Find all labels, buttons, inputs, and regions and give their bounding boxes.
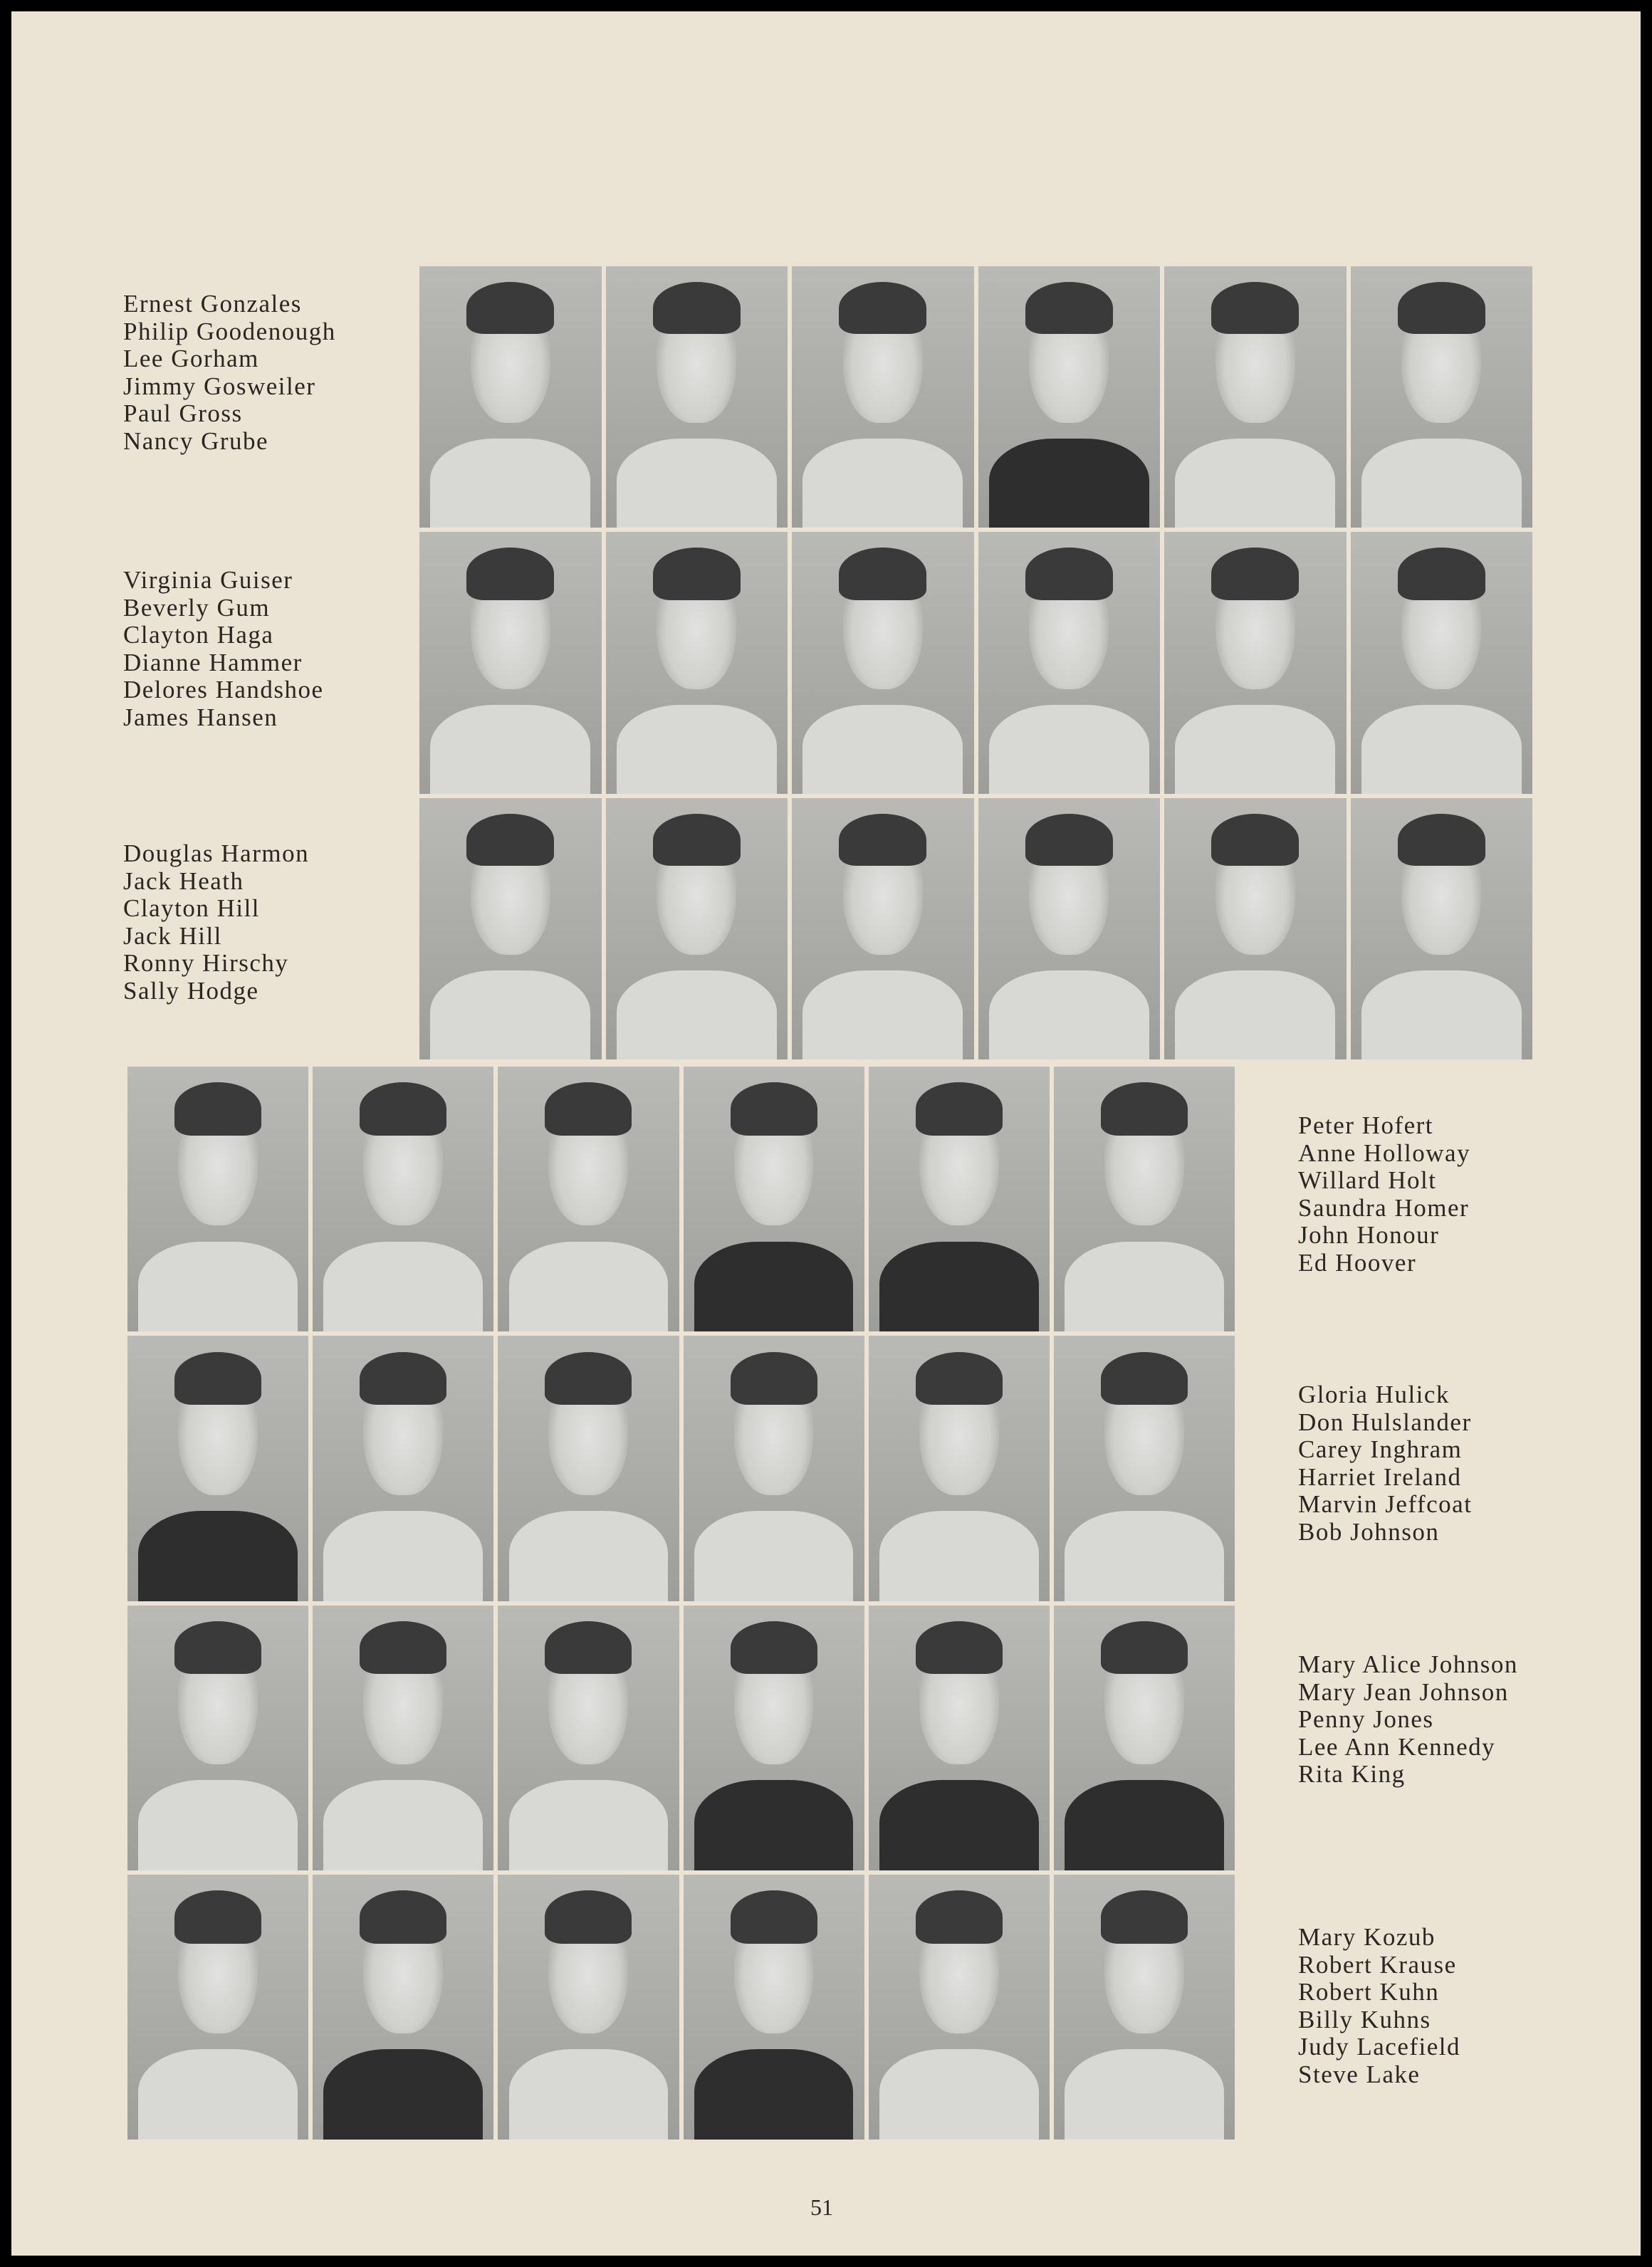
student-portrait-photo bbox=[869, 1336, 1050, 1601]
portrait-hair bbox=[916, 1890, 1003, 1943]
portrait-hair bbox=[731, 1352, 817, 1405]
portrait-body bbox=[430, 705, 590, 794]
student-portrait-photo bbox=[684, 1606, 864, 1870]
student-name: Don Hulslander bbox=[1298, 1408, 1472, 1436]
portrait-hair bbox=[360, 1352, 446, 1405]
portrait-hair bbox=[1101, 1352, 1188, 1405]
student-portrait-photo bbox=[498, 1606, 679, 1870]
student-portrait-photo bbox=[1164, 266, 1347, 528]
portrait-body bbox=[1175, 970, 1335, 1059]
student-portrait-photo bbox=[1351, 266, 1533, 528]
portrait-hair bbox=[1398, 282, 1485, 334]
portrait-body bbox=[989, 970, 1149, 1059]
student-portrait-photo bbox=[419, 266, 602, 528]
student-name: Robert Kuhn bbox=[1298, 1978, 1440, 2006]
portrait-hair bbox=[731, 1082, 817, 1135]
portrait-body bbox=[617, 970, 777, 1059]
portrait-body bbox=[323, 1780, 483, 1870]
portrait-body bbox=[138, 1242, 298, 1332]
portrait-hair bbox=[545, 1352, 632, 1405]
student-portrait-photo bbox=[1164, 798, 1347, 1059]
student-name: Willard Holt bbox=[1298, 1166, 1437, 1194]
name-list-1 bbox=[123, 290, 336, 455]
student-portrait-photo bbox=[606, 266, 788, 528]
student-portrait-photo bbox=[978, 798, 1161, 1059]
portrait-body bbox=[989, 439, 1149, 528]
portrait-body bbox=[879, 1242, 1039, 1332]
portrait-hair bbox=[916, 1621, 1003, 1674]
portrait-hair bbox=[360, 1890, 446, 1943]
portrait-hair bbox=[916, 1082, 1003, 1135]
portrait-hair bbox=[731, 1621, 817, 1674]
student-portrait-photo bbox=[419, 532, 602, 793]
portrait-hair bbox=[839, 814, 926, 866]
portrait-body bbox=[617, 439, 777, 528]
student-name: Billy Kuhns bbox=[1298, 2005, 1431, 2033]
student-portrait-photo bbox=[1351, 532, 1533, 793]
student-name: Jack Hill bbox=[123, 921, 222, 950]
portrait-hair bbox=[1398, 548, 1485, 600]
portrait-hair bbox=[545, 1621, 632, 1674]
student-portrait-photo bbox=[313, 1067, 493, 1331]
student-portrait-photo bbox=[498, 1067, 679, 1331]
student-name: Carey Inghram bbox=[1298, 1435, 1463, 1463]
portrait-hair bbox=[174, 1621, 261, 1674]
portrait-body bbox=[879, 1780, 1039, 1870]
portrait-hair bbox=[466, 282, 554, 334]
portrait-body bbox=[138, 1780, 298, 1870]
student-portrait-photo bbox=[606, 798, 788, 1059]
portrait-body bbox=[323, 1242, 483, 1332]
student-name: James Hansen bbox=[123, 703, 278, 731]
student-name: Nancy Grube bbox=[123, 426, 269, 455]
portrait-body bbox=[138, 1511, 298, 1601]
student-name: Sally Hodge bbox=[123, 976, 259, 1005]
portrait-body bbox=[509, 2049, 669, 2140]
student-portrait-photo bbox=[1164, 532, 1347, 793]
student-portrait-photo bbox=[313, 1606, 493, 1870]
name-list-2 bbox=[123, 567, 324, 731]
portrait-hair bbox=[360, 1082, 446, 1135]
student-name: Beverly Gum bbox=[123, 593, 271, 622]
portrait-hair bbox=[545, 1890, 632, 1943]
photo-grid-bottom bbox=[127, 1067, 1235, 2140]
student-portrait-photo bbox=[792, 266, 974, 528]
portrait-body bbox=[509, 1780, 669, 1870]
student-name: Lee Ann Kennedy bbox=[1298, 1732, 1496, 1761]
student-portrait-photo bbox=[869, 1606, 1050, 1870]
student-name: Anne Holloway bbox=[1298, 1138, 1471, 1167]
student-portrait-photo bbox=[792, 798, 974, 1059]
student-name: Philip Goodenough bbox=[123, 317, 336, 345]
portrait-hair bbox=[1211, 548, 1299, 600]
student-name: Mary Jean Johnson bbox=[1298, 1677, 1509, 1706]
portrait-body bbox=[1361, 705, 1522, 794]
student-portrait-photo bbox=[684, 1875, 864, 2140]
student-portrait-photo bbox=[419, 798, 602, 1059]
student-name: Rita King bbox=[1298, 1760, 1406, 1788]
portrait-body bbox=[1065, 1511, 1224, 1601]
student-portrait-photo bbox=[127, 1875, 308, 2140]
portrait-body bbox=[617, 705, 777, 794]
student-portrait-photo bbox=[978, 532, 1161, 793]
student-portrait-photo bbox=[606, 532, 788, 793]
portrait-hair bbox=[1025, 282, 1113, 334]
yearbook-page bbox=[11, 11, 1641, 2256]
student-name: Gloria Hulick bbox=[1298, 1381, 1450, 1408]
student-portrait-photo bbox=[978, 266, 1161, 528]
student-name: Ronny Hirschy bbox=[123, 949, 289, 977]
student-name: Virginia Guiser bbox=[123, 566, 293, 594]
student-portrait-photo bbox=[684, 1336, 864, 1601]
name-list-7 bbox=[1298, 1924, 1460, 2088]
student-name: Jack Heath bbox=[123, 867, 244, 895]
student-portrait-photo bbox=[1054, 1067, 1235, 1331]
portrait-body bbox=[803, 970, 963, 1059]
portrait-hair bbox=[1025, 548, 1113, 600]
student-portrait-photo bbox=[869, 1067, 1050, 1331]
portrait-body bbox=[1065, 1780, 1224, 1870]
student-name: Saundra Homer bbox=[1298, 1193, 1470, 1222]
student-name: Steve Lake bbox=[1298, 2060, 1421, 2088]
portrait-body bbox=[430, 439, 590, 528]
portrait-body bbox=[1065, 1242, 1224, 1332]
portrait-hair bbox=[174, 1352, 261, 1405]
student-portrait-photo bbox=[1054, 1875, 1235, 2140]
student-portrait-photo bbox=[127, 1336, 308, 1601]
portrait-hair bbox=[839, 282, 926, 334]
portrait-hair bbox=[545, 1082, 632, 1135]
portrait-body bbox=[509, 1511, 669, 1601]
portrait-body bbox=[803, 439, 963, 528]
portrait-hair bbox=[174, 1082, 261, 1135]
student-name: Robert Krause bbox=[1298, 1950, 1457, 1979]
student-name: Mary Kozub bbox=[1298, 1923, 1436, 1951]
name-list-4 bbox=[1298, 1112, 1470, 1277]
portrait-hair bbox=[1101, 1890, 1188, 1943]
portrait-body bbox=[694, 1780, 854, 1870]
portrait-hair bbox=[839, 548, 926, 600]
name-list-6 bbox=[1298, 1651, 1518, 1789]
student-name: Lee Gorham bbox=[123, 345, 259, 372]
portrait-hair bbox=[731, 1890, 817, 1943]
student-name: Bob Johnson bbox=[1298, 1517, 1440, 1546]
student-name: Douglas Harmon bbox=[123, 839, 310, 867]
portrait-hair bbox=[653, 282, 741, 334]
portrait-body bbox=[1175, 439, 1335, 528]
portrait-body bbox=[323, 2049, 483, 2140]
student-portrait-photo bbox=[869, 1875, 1050, 2140]
portrait-hair bbox=[174, 1890, 261, 1943]
portrait-hair bbox=[1211, 814, 1299, 866]
portrait-hair bbox=[466, 814, 554, 866]
student-name: Paul Gross bbox=[123, 399, 243, 427]
student-portrait-photo bbox=[127, 1606, 308, 1870]
portrait-body bbox=[1175, 705, 1335, 794]
page-number: 51 bbox=[810, 2194, 833, 2220]
student-name: Ernest Gonzales bbox=[123, 290, 302, 318]
portrait-body bbox=[694, 1511, 854, 1601]
student-portrait-photo bbox=[313, 1875, 493, 2140]
student-name: Peter Hofert bbox=[1298, 1111, 1434, 1139]
portrait-body bbox=[1361, 439, 1522, 528]
student-portrait-photo bbox=[684, 1067, 864, 1331]
portrait-hair bbox=[653, 814, 741, 866]
portrait-body bbox=[138, 2049, 298, 2140]
portrait-body bbox=[879, 1511, 1039, 1601]
portrait-body bbox=[879, 2049, 1039, 2140]
student-name: Penny Jones bbox=[1298, 1705, 1434, 1733]
portrait-body bbox=[1361, 970, 1522, 1059]
student-name: Clayton Haga bbox=[123, 621, 274, 649]
student-name: Clayton Hill bbox=[123, 894, 261, 922]
student-name: Dianne Hammer bbox=[123, 648, 303, 676]
student-portrait-photo bbox=[1054, 1336, 1235, 1601]
portrait-body bbox=[694, 2049, 854, 2140]
portrait-body bbox=[323, 1511, 483, 1601]
portrait-body bbox=[1065, 2049, 1224, 2140]
portrait-hair bbox=[653, 548, 741, 600]
photo-grid-top bbox=[419, 266, 1532, 1059]
portrait-hair bbox=[1398, 814, 1485, 866]
student-name: Mary Alice Johnson bbox=[1298, 1650, 1518, 1678]
portrait-hair bbox=[1211, 282, 1299, 334]
student-name: Jimmy Gosweiler bbox=[123, 372, 316, 400]
student-portrait-photo bbox=[498, 1336, 679, 1601]
portrait-hair bbox=[1101, 1082, 1188, 1135]
student-name: Harriet Ireland bbox=[1298, 1462, 1462, 1491]
student-name: Delores Handshoe bbox=[123, 676, 324, 703]
student-portrait-photo bbox=[313, 1336, 493, 1601]
portrait-body bbox=[989, 705, 1149, 794]
student-name: Marvin Jeffcoat bbox=[1298, 1490, 1473, 1518]
portrait-hair bbox=[1101, 1621, 1188, 1674]
student-portrait-photo bbox=[498, 1875, 679, 2140]
student-name: John Honour bbox=[1298, 1221, 1440, 1249]
student-portrait-photo bbox=[1351, 798, 1533, 1059]
portrait-hair bbox=[360, 1621, 446, 1674]
portrait-hair bbox=[1025, 814, 1113, 866]
portrait-hair bbox=[916, 1352, 1003, 1405]
portrait-body bbox=[430, 970, 590, 1059]
portrait-body bbox=[694, 1242, 854, 1332]
student-name: Judy Lacefield bbox=[1298, 2033, 1460, 2061]
student-name: Ed Hoover bbox=[1298, 1248, 1417, 1277]
portrait-hair bbox=[466, 548, 554, 600]
portrait-body bbox=[509, 1242, 669, 1332]
student-portrait-photo bbox=[792, 532, 974, 793]
student-portrait-photo bbox=[1054, 1606, 1235, 1870]
portrait-body bbox=[803, 705, 963, 794]
name-list-5 bbox=[1298, 1381, 1472, 1546]
student-portrait-photo bbox=[127, 1067, 308, 1331]
name-list-3 bbox=[123, 840, 309, 1005]
